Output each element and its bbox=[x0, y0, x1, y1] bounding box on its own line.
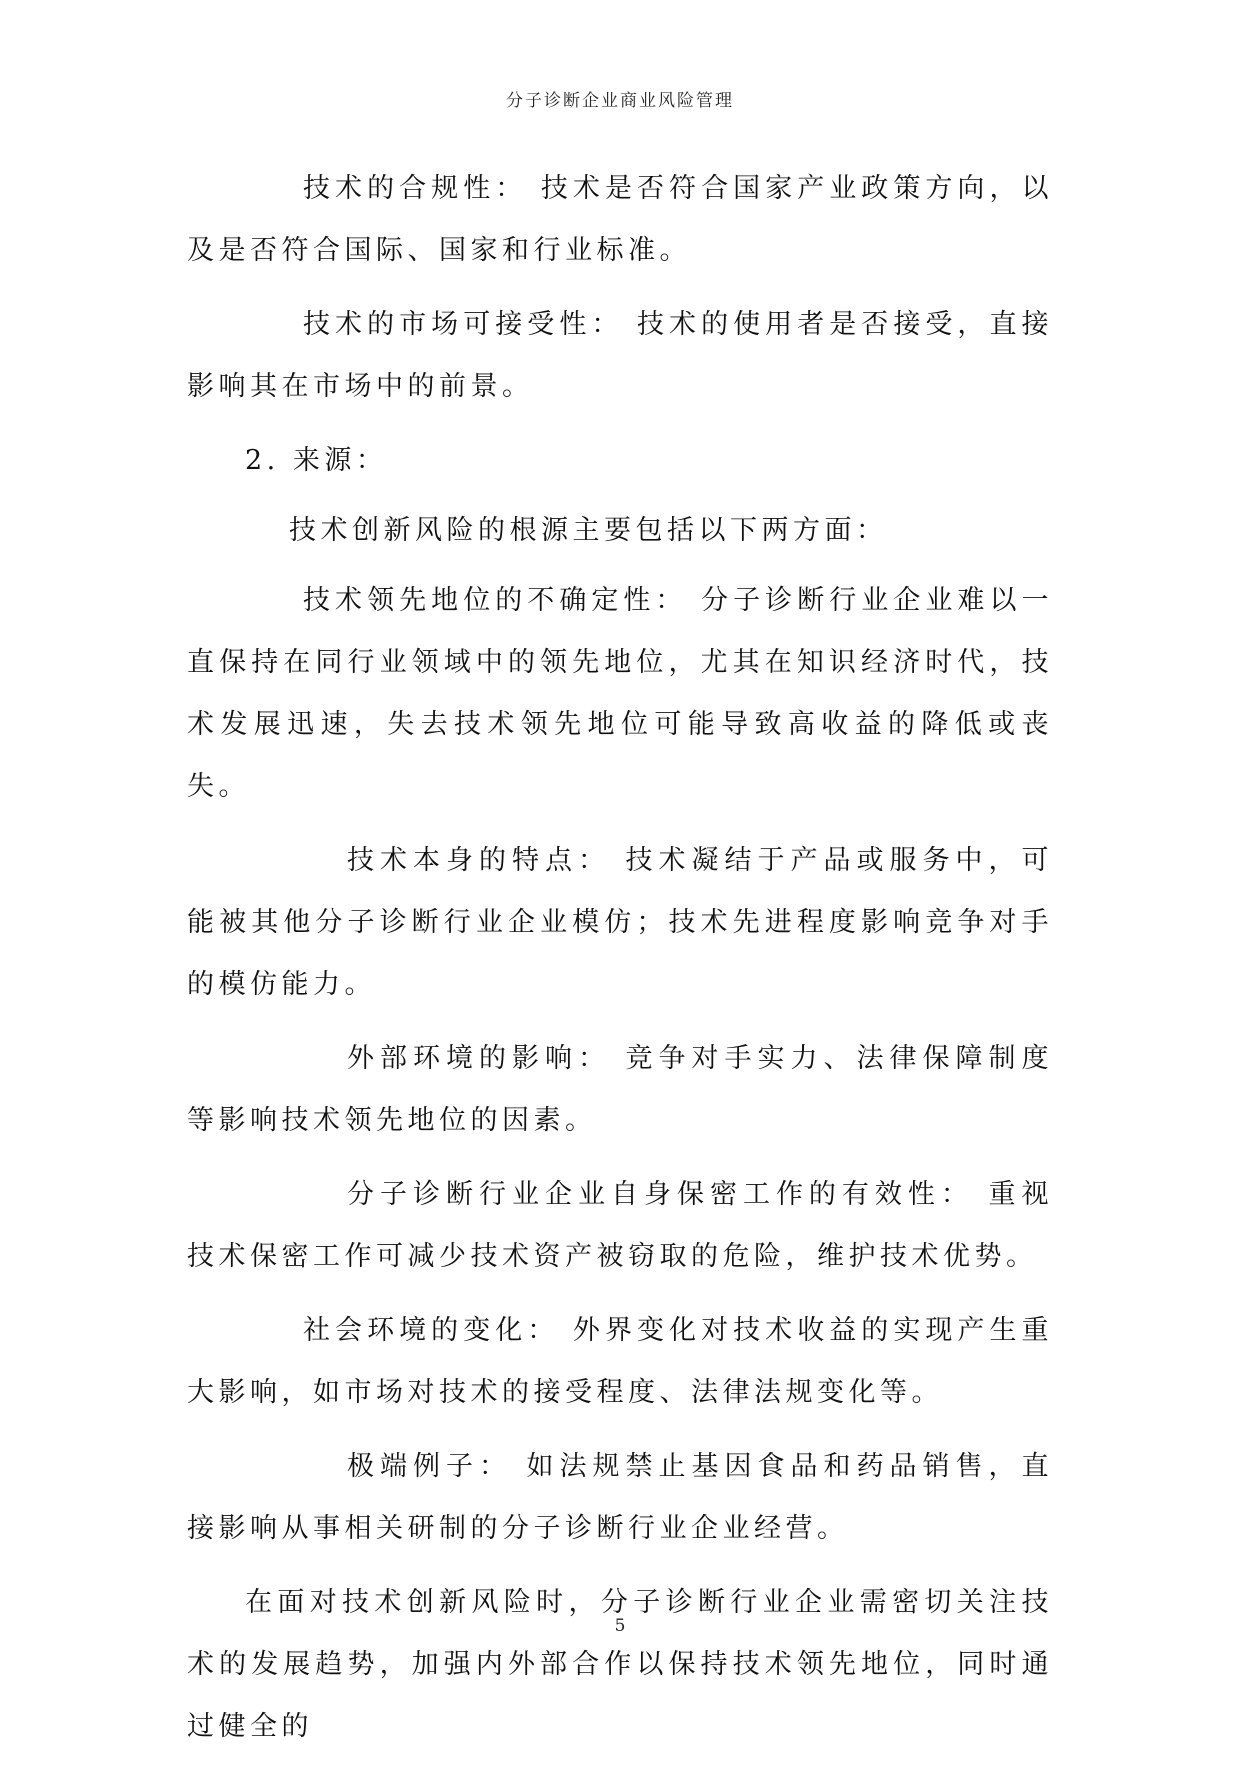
paragraph-external-environment: 外部环境的影响： 竞争对手实力、法律保障制度等影响技术领先地位的因素。 bbox=[187, 1043, 1053, 1136]
document-body bbox=[187, 158, 1053, 1770]
running-header: 分子诊断企业商业风险管理 bbox=[506, 91, 734, 111]
paragraph-market-acceptance: 技术的市场可接受性： 技术的使用者是否接受，直接影响其在市场中的前景。 bbox=[187, 309, 1053, 402]
page-number: 5 bbox=[614, 1616, 626, 1636]
paragraph-sources-intro: 技术创新风险的根源主要包括以下两方面： bbox=[289, 515, 888, 546]
paragraph-tech-characteristics: 技术本身的特点： 技术凝结于产品或服务中，可能被其他分子诊断行业企业模仿；技术先进程度影响竞争对手的模仿能力。 bbox=[187, 845, 1053, 1000]
paragraph-confidentiality: 分子诊断行业企业自身保密工作的有效性： 重视技术保密工作可减少技术资产被窃取的危险，维护技术优势。 bbox=[187, 1179, 1053, 1272]
paragraph-tech-compliance: 技术的合规性： 技术是否符合国家产业政策方向，以及是否符合国际、国家和行业标准。 bbox=[187, 173, 1053, 266]
paragraph-extreme-example: 极端例子： 如法规禁止基因食品和药品销售，直接影响从事相关研制的分子诊断行业企业经营。 bbox=[187, 1451, 1053, 1544]
paragraph-conclusion: 在面对技术创新风险时，分子诊断行业企业需密切关注技术的发展趋势，加强内外部合作以保持技术领先地位，同时通过健全的 bbox=[187, 1587, 1053, 1742]
section-heading-sources: 2. 来源： bbox=[245, 445, 388, 476]
paragraph-social-environment: 社会环境的变化： 外界变化对技术收益的实现产生重大影响，如市场对技术的接受程度、法律法规变化等。 bbox=[187, 1315, 1053, 1408]
paragraph-leadership-uncertainty: 技术领先地位的不确定性： 分子诊断行业企业难以一直保持在同行业领域中的领先地位，尤其在知识经济时代，技术发展迅速，失去技术领先地位可能导致高收益的降低或丧失。 bbox=[187, 585, 1053, 802]
